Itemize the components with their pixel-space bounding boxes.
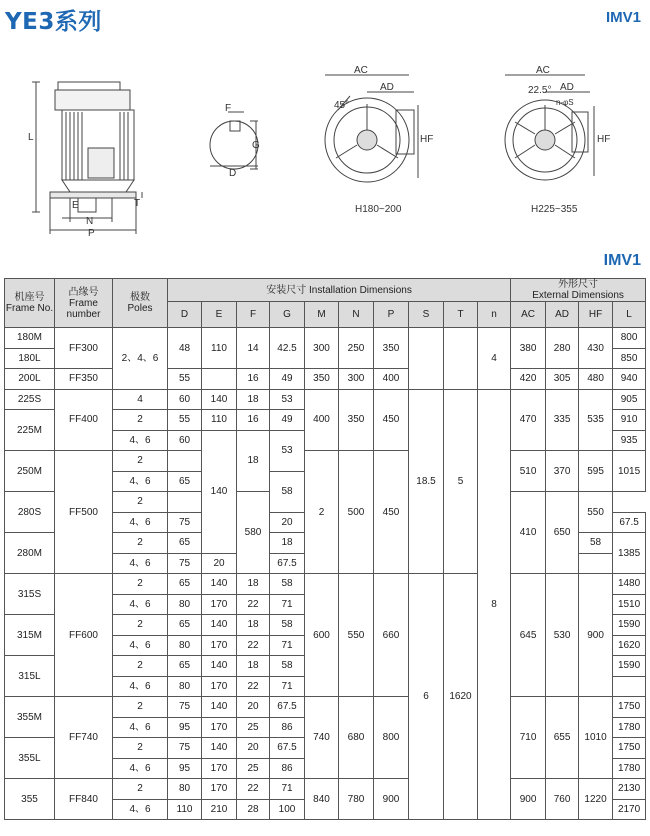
cell: 42.5	[270, 328, 305, 369]
cell: 18	[237, 615, 270, 636]
cell: 18	[237, 430, 270, 492]
cell: 58	[270, 574, 305, 595]
cell: 75	[168, 512, 202, 533]
cell: 400	[305, 389, 339, 451]
cell: 20	[270, 512, 305, 533]
shaft-end-drawing	[210, 112, 258, 169]
cell: 20	[237, 738, 270, 759]
cell: 710	[511, 697, 546, 779]
dim-label-n: N	[86, 216, 94, 227]
cell: 935	[613, 430, 646, 451]
cell: 900	[579, 574, 613, 697]
cell: FF600	[55, 574, 113, 697]
cell: 4、6	[113, 430, 168, 451]
dim-label-d: D	[229, 168, 237, 179]
cell: 71	[270, 779, 305, 800]
col-header: S	[409, 302, 444, 328]
cell: 75	[168, 738, 202, 759]
flange-view-h180-200	[325, 75, 418, 182]
dim-label-ac-2: AC	[536, 65, 550, 76]
col-header: M	[305, 302, 339, 328]
cell: 580	[237, 492, 270, 574]
cell: 180L	[5, 348, 55, 369]
side-view-drawing	[32, 82, 142, 234]
cell: 550	[579, 492, 613, 533]
cell: 67.5	[613, 512, 646, 533]
cell: 75	[168, 697, 202, 718]
col-header: E	[202, 302, 237, 328]
cell: 53	[270, 389, 305, 410]
cell: 16	[237, 369, 270, 390]
cell: 71	[270, 676, 305, 697]
dim-label-angle-22: 22.5°	[528, 85, 552, 96]
cell: FF400	[55, 389, 113, 451]
cell: 780	[339, 779, 374, 820]
cell: 655	[546, 697, 579, 779]
cell: 535	[579, 389, 613, 451]
dim-label-e: E	[72, 200, 79, 211]
cell: 450	[374, 389, 409, 451]
cell: 840	[305, 779, 339, 820]
install-dims-header: 安装尺寸 Installation Dimensions	[168, 279, 511, 302]
cell: 2	[113, 492, 168, 513]
cell: 140	[202, 656, 237, 677]
cell: 370	[546, 451, 579, 492]
cell: 4、6	[113, 553, 168, 574]
table-row	[5, 328, 646, 349]
cell: 1590	[613, 656, 646, 677]
cell: 1620	[613, 635, 646, 656]
cell: 58	[270, 656, 305, 677]
cell: 1620	[444, 574, 478, 820]
cell: 75	[168, 553, 202, 574]
cell: 20	[237, 697, 270, 718]
dim-label-ac-1: AC	[354, 65, 368, 76]
col-header: P	[374, 302, 409, 328]
cell: 67.5	[270, 553, 305, 574]
cell: 18	[237, 389, 270, 410]
cell: 71	[270, 594, 305, 615]
cell: 1010	[579, 697, 613, 779]
cell: 2170	[613, 799, 646, 820]
cell: 300	[339, 369, 374, 390]
cell: 65	[168, 533, 202, 554]
dim-label-angle-45: 45°	[334, 100, 350, 111]
frame-header: 机座号 Frame No.	[5, 279, 55, 328]
cell: 170	[202, 676, 237, 697]
dim-label-l: L	[28, 132, 34, 143]
cell: 2	[113, 615, 168, 636]
cell: 95	[168, 758, 202, 779]
cell: 2	[113, 779, 168, 800]
table-row	[5, 451, 646, 472]
cell: 80	[168, 594, 202, 615]
cell: 315S	[5, 574, 55, 615]
cell: FF740	[55, 697, 113, 779]
cell: 170	[202, 717, 237, 738]
cell: 4、6	[113, 758, 168, 779]
cell: 4、6	[113, 635, 168, 656]
cell: 60	[168, 389, 202, 410]
cell: 140	[202, 574, 237, 595]
cell: 110	[168, 799, 202, 820]
cell: 2	[113, 738, 168, 759]
cell: 140	[202, 615, 237, 636]
cell: 170	[202, 758, 237, 779]
table-row	[5, 389, 646, 410]
cell: 660	[374, 574, 409, 697]
cell: 1510	[613, 594, 646, 615]
cell	[168, 492, 202, 513]
cell: 2	[113, 533, 168, 554]
cell: 1780	[613, 717, 646, 738]
cell: 335	[546, 389, 579, 451]
cell: 170	[202, 779, 237, 800]
external-dims-header: 外形尺寸 External Dimensions	[511, 279, 646, 302]
cell: 280	[546, 328, 579, 369]
cell: 25	[237, 758, 270, 779]
cell: 4、6	[113, 512, 168, 533]
cell: 2	[113, 574, 168, 595]
cell: 350	[339, 389, 374, 451]
cell: 22	[237, 635, 270, 656]
cell: 4、6	[113, 471, 168, 492]
cell: 140	[202, 389, 237, 410]
cell: 2	[305, 451, 339, 574]
cell: 140	[202, 697, 237, 718]
cell: 530	[546, 574, 579, 697]
cell: 1750	[613, 738, 646, 759]
cell: 65	[168, 471, 202, 492]
cell: 58	[579, 533, 613, 554]
cell: 480	[579, 369, 613, 390]
cell: 18	[237, 656, 270, 677]
cell: 22	[237, 676, 270, 697]
cell	[444, 328, 478, 390]
mount-type-tag: IMV1	[605, 9, 641, 26]
col-header: F	[237, 302, 270, 328]
cell: 470	[511, 389, 546, 451]
cell: 86	[270, 717, 305, 738]
cell: FF350	[55, 369, 113, 390]
col-header: G	[270, 302, 305, 328]
cell: 2	[113, 656, 168, 677]
cell: 200L	[5, 369, 55, 390]
poles-header: 极数 Poles	[113, 279, 168, 328]
cell: 1480	[613, 574, 646, 595]
cell: 910	[613, 410, 646, 431]
cell: 940	[613, 369, 646, 390]
cell: 900	[511, 779, 546, 820]
cell: 305	[546, 369, 579, 390]
cell: 905	[613, 389, 646, 410]
cell: 55	[168, 410, 202, 431]
cell: 2	[113, 697, 168, 718]
cell	[613, 676, 646, 697]
dimension-table	[4, 278, 646, 820]
cell: 280M	[5, 533, 55, 574]
cell: 86	[270, 758, 305, 779]
cell: 49	[270, 410, 305, 431]
range-label-h225-355: H225~355	[531, 204, 578, 215]
cell: 18.5	[409, 389, 444, 574]
cell: 170	[202, 635, 237, 656]
cell: 4、6	[113, 799, 168, 820]
cell: 225S	[5, 389, 55, 410]
cell: 2、4、6	[113, 328, 168, 390]
cell: 850	[613, 348, 646, 369]
cell: 4、6	[113, 717, 168, 738]
cell: 450	[374, 451, 409, 574]
cell: 1590	[613, 615, 646, 636]
cell: 800	[374, 697, 409, 779]
cell: 1750	[613, 697, 646, 718]
dim-label-t: T	[134, 198, 141, 209]
cell: 80	[168, 676, 202, 697]
dim-label-g: G	[252, 140, 260, 151]
cell: 380	[511, 328, 546, 369]
cell: FF300	[55, 328, 113, 369]
cell: 60	[168, 430, 202, 451]
cell: 600	[305, 574, 339, 697]
cell: 65	[168, 656, 202, 677]
cell: 95	[168, 717, 202, 738]
table-header-row-1	[5, 279, 646, 302]
cell: 4、6	[113, 594, 168, 615]
dim-label-ad-2: AD	[560, 82, 574, 93]
cell	[202, 369, 237, 390]
cell: 355	[5, 779, 55, 820]
cell: 8	[478, 389, 511, 820]
cell: 6	[409, 574, 444, 820]
cell: 80	[168, 635, 202, 656]
cell: 315M	[5, 615, 55, 656]
cell: 100	[270, 799, 305, 820]
cell: 510	[511, 451, 546, 492]
dim-label-holes: n-φS	[556, 98, 574, 107]
col-header: HF	[579, 302, 613, 328]
cell: 67.5	[270, 697, 305, 718]
dim-label-hf-1: HF	[420, 134, 434, 145]
cell: 1780	[613, 758, 646, 779]
cell: 900	[374, 779, 409, 820]
cell: 550	[339, 574, 374, 697]
dim-label-f: F	[225, 103, 232, 114]
dim-label-hf-2: HF	[597, 134, 611, 145]
cell: 350	[305, 369, 339, 390]
table-row	[5, 369, 646, 390]
cell: 4	[478, 328, 511, 390]
cell: 20	[202, 553, 237, 574]
cell: 645	[511, 574, 546, 697]
cell: 420	[511, 369, 546, 390]
cell: 680	[339, 697, 374, 779]
cell: 300	[305, 328, 339, 369]
cell: 740	[305, 697, 339, 779]
cell: 2	[113, 410, 168, 431]
flange-header: 凸缘号 Frame number	[55, 279, 113, 328]
cell: 110	[202, 328, 237, 369]
cell: 49	[270, 369, 305, 390]
cell	[168, 451, 202, 472]
dim-label-ad-1: AD	[380, 82, 394, 93]
cell: 25	[237, 717, 270, 738]
cell: 48	[168, 328, 202, 369]
cell: 355M	[5, 697, 55, 738]
cell: 71	[270, 635, 305, 656]
cell: 53	[270, 430, 305, 471]
cell: 1385	[613, 533, 646, 574]
cell: 28	[237, 799, 270, 820]
page-title: YE3系列	[5, 9, 102, 35]
table-mount-tag: IMV1	[603, 252, 641, 269]
cell: 18	[237, 574, 270, 595]
cell: 250	[339, 328, 374, 369]
cell: 350	[374, 328, 409, 369]
cell: 80	[168, 779, 202, 800]
col-header: AD	[546, 302, 579, 328]
cell: 4、6	[113, 676, 168, 697]
cell: 14	[237, 328, 270, 369]
cell: 22	[237, 594, 270, 615]
cell: 800	[613, 328, 646, 349]
cell: 400	[374, 369, 409, 390]
cell: 315L	[5, 656, 55, 697]
cell: 2	[113, 451, 168, 472]
cell: 250M	[5, 451, 55, 492]
col-header: L	[613, 302, 646, 328]
cell: 650	[546, 492, 579, 574]
cell: FF840	[55, 779, 113, 820]
cell: 55	[168, 369, 202, 390]
cell: 280S	[5, 492, 55, 533]
dim-label-p: P	[88, 228, 95, 239]
col-header: AC	[511, 302, 546, 328]
cell: 170	[202, 594, 237, 615]
cell: 430	[579, 328, 613, 369]
cell: 1220	[579, 779, 613, 820]
col-header: D	[168, 302, 202, 328]
table-row	[5, 779, 646, 800]
cell: 140	[202, 738, 237, 759]
cell: 2130	[613, 779, 646, 800]
cell: 210	[202, 799, 237, 820]
range-label-h180-200: H180~200	[355, 204, 402, 215]
cell: 1015	[613, 451, 646, 492]
col-header: T	[444, 302, 478, 328]
cell: 4	[113, 389, 168, 410]
cell: 355L	[5, 738, 55, 779]
col-header: n	[478, 302, 511, 328]
cell: 500	[339, 451, 374, 574]
cell: 180M	[5, 328, 55, 349]
cell: 22	[237, 779, 270, 800]
cell: 140	[202, 430, 237, 553]
cell: 760	[546, 779, 579, 820]
cell: 16	[237, 410, 270, 431]
cell	[409, 328, 444, 390]
cell: 65	[168, 574, 202, 595]
table-row	[5, 574, 646, 595]
col-header: N	[339, 302, 374, 328]
cell: FF500	[55, 451, 113, 574]
cell: 58	[270, 471, 305, 512]
cell: 595	[579, 451, 613, 492]
cell: 5	[444, 389, 478, 574]
cell: 65	[168, 615, 202, 636]
cell: 410	[511, 492, 546, 574]
cell: 58	[270, 615, 305, 636]
cell: 18	[270, 533, 305, 554]
cell: 67.5	[270, 738, 305, 759]
cell: 225M	[5, 410, 55, 451]
cell: 110	[202, 410, 237, 431]
table-row	[5, 697, 646, 718]
